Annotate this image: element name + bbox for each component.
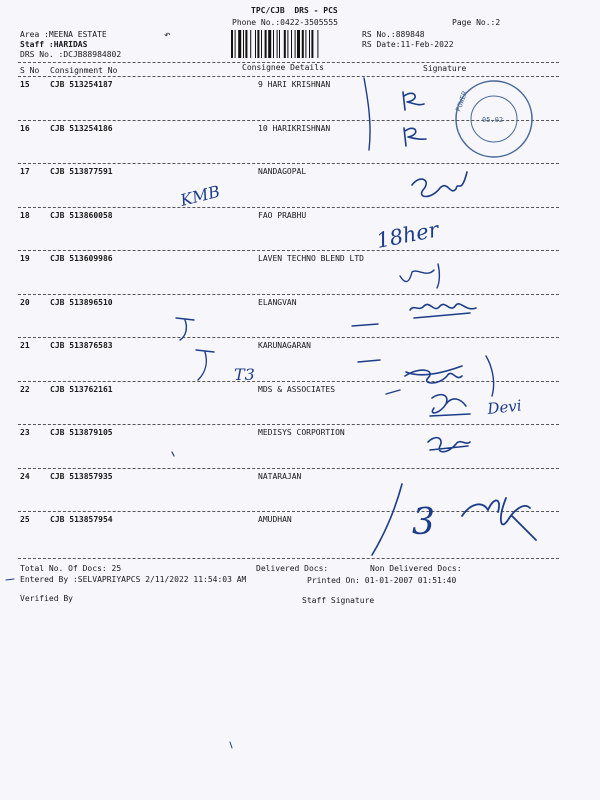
stamp-text: POWER [454,90,470,113]
row-sno: 19 [20,254,30,263]
row-consignee: LAVEN TECHNO BLEND LTD [258,254,364,263]
row-consignee: MDS & ASSOCIATES [258,384,336,394]
staff-label: Staff :HARIDAS [20,40,88,49]
delivered-docs: Delivered Docs: [256,564,329,573]
page-number: Page No.:2 [452,18,501,27]
signature-row25 [462,498,536,540]
signature-row20 [410,304,476,318]
entered-by: Entered By :SELVAPRIYAPCS 2/11/2022 11:54:03 AM [20,575,247,584]
annotation-t3: T3 [234,365,255,384]
signature-kmb: KMB [178,181,222,210]
margin-stroke [364,78,370,150]
col-sno: S No [20,66,40,75]
non-delivered-docs: Non Delivered Docs: [370,564,462,573]
row-consignment-no: CJB 513860058 [50,210,113,220]
rs-number: RS No.:889848 [362,30,425,39]
row-consignee: MEDISYS CORPORTION [258,428,345,437]
signature-row24-25-slash [372,484,402,555]
phone-number: Phone No.:0422-3505555 [232,18,338,27]
row-divider [18,120,559,121]
row-sno: 25 [20,515,30,524]
col-consignment: Consignment No [50,66,118,75]
row-consignment-no: CJB 513609986 [50,254,113,263]
doc-type: DRS - PCS [294,6,338,15]
verified-by: Verified By [20,594,73,603]
signature-row17 [412,172,467,197]
row-sno: 23 [20,428,30,437]
row-consignment-no: CJB 513896510 [50,297,113,307]
row-sno: 20 [20,297,30,307]
stamp-date: 05.02 [482,116,504,124]
row-consignee: 9 HARI KRISHNAN [258,80,331,89]
margin-stroke-21 [486,356,494,396]
row-divider [18,294,559,295]
arrow-mark-icon: ↶ [164,28,171,41]
barcode [231,30,347,58]
row-consignee: NATARAJAN [258,471,302,481]
row-consignment-no: CJB 513877591 [50,167,113,176]
row-consignee: KARUNAGARAN [258,341,311,350]
dash-mark-20 [352,324,378,326]
header-divider-bottom [18,76,559,77]
row-sno: 21 [20,341,30,350]
bottom-mark [230,742,232,748]
row-sno: 22 [20,384,30,394]
row-consignee: FAO PRABHU [258,210,307,220]
area-label: Area :MEENA ESTATE [20,30,107,39]
row-divider [18,207,559,208]
row-sno: 15 [20,80,30,89]
row-sno: 16 [20,123,30,133]
row-consignee: ELANGVAN [258,297,297,307]
table-end-divider [18,558,559,559]
dash-mark-21 [358,360,400,394]
row-consignment-no: CJB 513879105 [50,428,113,437]
row-consignment-no: CJB 513762161 [50,384,113,394]
row-sno: 18 [20,210,30,220]
row-consignment-no: CJB 513857935 [50,471,113,481]
row-sno: 24 [20,471,30,481]
staff-signature-label: Staff Signature [302,596,375,605]
signature-row18: 18her [374,217,441,253]
signature-row15 [403,92,424,110]
header-title [251,6,338,15]
row-divider [18,163,559,164]
row-divider [18,511,559,512]
margin-tick [6,579,14,580]
row-divider [18,250,559,251]
row-sno: 17 [20,167,30,176]
tick-mark-21 [196,350,214,380]
row-consignment-no: CJB 513254186 [50,123,113,133]
company-code: TPC/CJB [251,6,285,15]
signature-devi: Devi [486,396,523,418]
row-consignee: 10 HARIKRISHNAN [258,123,331,133]
signature-row22 [430,395,470,416]
row-consignment-no: CJB 513857954 [50,515,113,524]
row-consignment-no: CJB 513254187 [50,80,113,89]
rs-date: RS Date:11-Feb-2022 [362,40,454,49]
signature-three: 3 [412,502,435,543]
row-divider [18,468,559,469]
drs-number: DRS No. :DCJB88984802 [20,50,122,59]
printed-on: Printed On: 01-01-2007 01:51:40 [307,576,457,585]
row-consignment-no: CJB 513876583 [50,341,113,350]
row-consignee: NANDAGOPAL [258,167,307,176]
signature-row16 [404,128,426,146]
col-signature: Signature [423,64,467,73]
signature-row19 [400,264,439,288]
dot-mark-23 [172,452,174,456]
row-divider [18,424,559,425]
col-consignee: Consignee Details [242,63,324,72]
total-docs: Total No. Of Docs: 25 [20,564,122,573]
signature-row23 [428,438,470,452]
row-divider [18,381,559,382]
row-divider [18,337,559,338]
row-consignee: AMUDHAN [258,515,292,524]
